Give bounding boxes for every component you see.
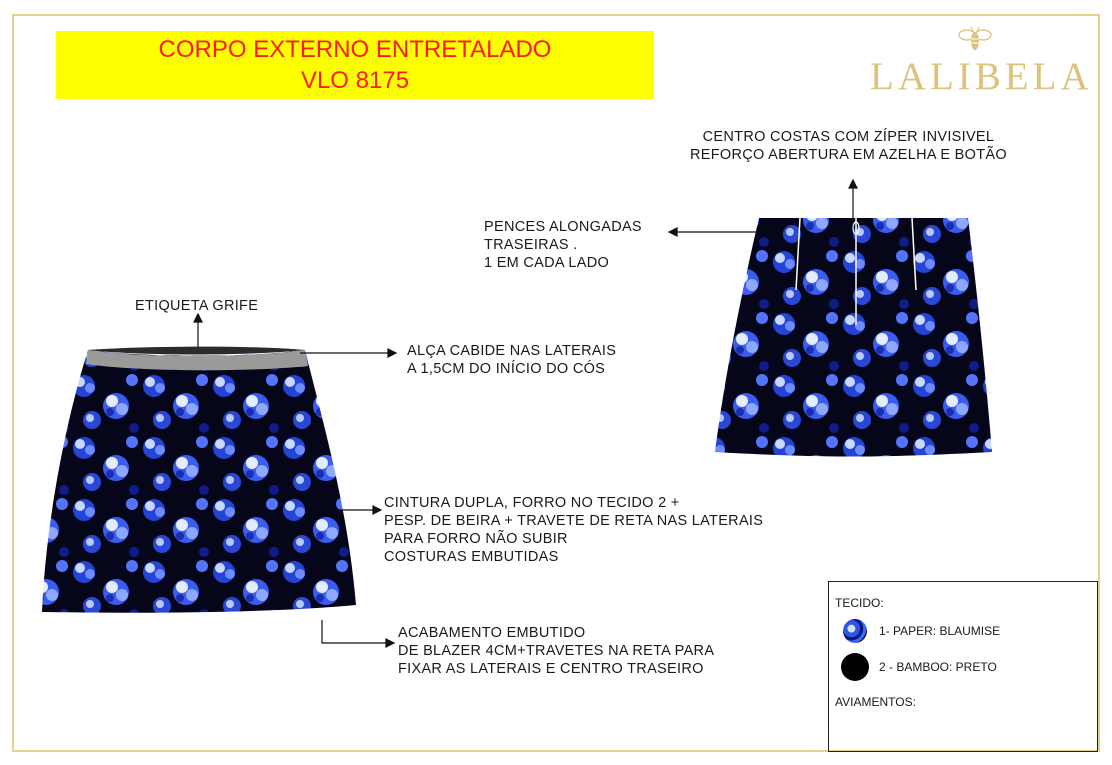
- legend-fabric-1-label: 1- PAPER: BLAUMISE: [879, 624, 1001, 638]
- legend-tecido-label: TECIDO:: [835, 596, 884, 610]
- fabric-swatch-black: [841, 653, 869, 681]
- back-skirt-body: [715, 218, 992, 457]
- legend-fabric-2-label: 2 - BAMBOO: PRETO: [879, 660, 997, 674]
- note-pences: PENCES ALONGADAS TRASEIRAS . 1 EM CADA LADO: [484, 219, 642, 271]
- note-alca-cabide: ALÇA CABIDE NAS LATERAIS A 1,5CM DO INÍCIO DO CÓS: [407, 343, 617, 377]
- legend-aviamentos-label: AVIAMENTOS:: [835, 695, 916, 709]
- title-line2: VLO 8175: [300, 67, 410, 94]
- note-centro-costas: CENTRO COSTAS COM ZÍPER INVISIVEL REFORÇO ABERTURA EM AZELHA E BOTÃO: [690, 129, 1007, 163]
- note-acabamento: ACABAMENTO EMBUTIDO DE BLAZER 4CM+TRAVETES NA RETA PARA FIXAR AS LATERAIS E CENTRO TRASEIRO: [398, 625, 715, 677]
- title-line1: CORPO EXTERNO ENTRETALADO: [158, 36, 552, 63]
- back-skirt: [715, 218, 992, 457]
- note-cintura-dupla: CINTURA DUPLA, FORRO NO TECIDO 2 + PESP. DE BEIRA + TRAVETE DE RETA NAS LATERAIS PARA FORRO NÃO SUBIR COSTURAS EMBUTIDAS: [384, 495, 764, 565]
- front-skirt-body: [42, 350, 356, 613]
- legend-fabric-2: [843, 653, 997, 681]
- fabric-legend: [828, 581, 1098, 752]
- brand-name: LALIBELA: [870, 55, 1093, 98]
- front-skirt: [42, 347, 356, 613]
- note-etiqueta: ETIQUETA GRIFE: [135, 298, 259, 314]
- legend-fabric-1: [843, 619, 1000, 643]
- fabric-swatch-print: [843, 619, 867, 643]
